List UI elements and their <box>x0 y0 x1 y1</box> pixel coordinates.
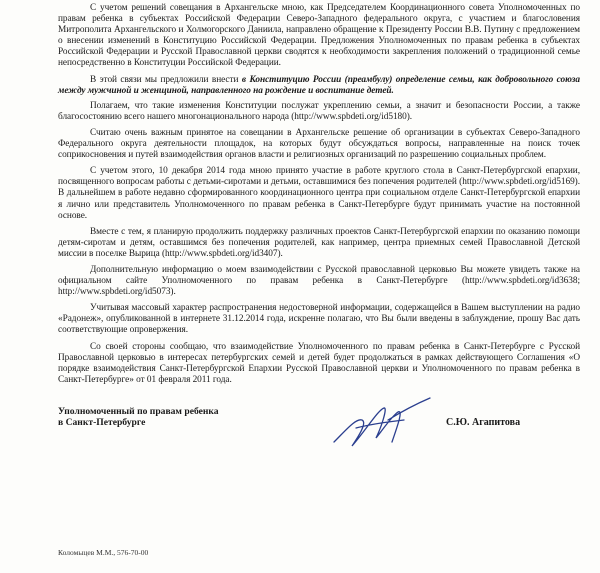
paragraph-1: С учетом решений совещания в Архангельске мною, как Председателем Координационного совета Уполномоченных по правам ребенка в субъектах Российской Федерации Северо-Западного федерального округа, с участием и благословения Митрополита Архангельского и Холмогорского Даниила, направлено обращение к Президенту России В.В. Путину с предложением о внесении изменений в Конституцию Российской Федерации. Предложения Уполномоченных по правам ребенка в субъектах Российской Федерации и Русской Православной церкви сводятся к необходимости закрепления положений о традиционной семье непосредственно в Конституции Российской Федерации. <box>58 3 580 69</box>
paragraph-7: Учитывая массовый характер распространения недостоверной информации, содержащейся в Вашем выступлении на радио «Радонеж», опубликованной в интернете 31.12.2014 года, искренне полагаю, что Вы были введены в заблуждение, прошу Вас дать соответствующие опровержения. <box>58 303 580 336</box>
paragraph-emphasis <box>58 75 580 97</box>
paragraph-4: С учетом этого, 10 декабря 2014 года мною принято участие в работе круглого стола в Санкт-Петербургской епархии, посвященного вопросам работы с детьми-сиротами и детьми, оставшимися без попечения родителей (http://www.spbdeti.org/id5169). В дальнейшем в работе недавно сформированного координационного центра при социальном отделе Санкт-Петербургской епархии я лично или представитель Уполномоченного по правам ребенка в Санкт-Петербурге будут принимать участие на постоянной основе. <box>58 166 580 221</box>
paragraph-5: Вместе с тем, я планирую продолжить поддержку различных проектов Санкт-Петербургской епархии по оказанию помощи детям-сиротам и детям, оставшимся без попечения родителей, как например, центра приемных семей Православной Детской миссии в поселке Вырица (http://www.spbdeti.org/id3407). <box>58 226 580 259</box>
signer-name: С.Ю. Агапитова <box>446 416 521 428</box>
emphasis-lead: В этой связи мы предложили внести <box>90 74 242 85</box>
paragraph-2: Полагаем, что такие изменения Конституции послужат укреплению семьи, а значит и безопасности России, а также благосостоянию всего нашего многонационального народа (http://www.spbdeti.org/id5180). <box>58 100 580 122</box>
paragraph-3: Считаю очень важным принятое на совещании в Архангельске решение об организации в субъектах Северо-Западного Федерального округа деятельности площадок, на которых будут обсуждаться вопросы, направленные на поиск точек соприкосновения и путей взаимодействия органов власти и религиозных организаций по разрешению социальных проблем. <box>58 127 580 161</box>
paragraph-8: Со своей стороны сообщаю, что взаимодействие Уполномоченного по правам ребенка в Санкт-Петербурге с Русской Православной церковью в интересах петербургских семей и детей будет продолжаться в рамках действующего Соглашения «О порядке взаимодействия Санкт-Петербургской Епархии Русской Православной церкви и Уполномоченного по правам ребенка в Санкт-Петербурге» от 01 февраля 2011 года. <box>58 341 580 385</box>
executor-contact: Коломыцев М.М., 576-70-00 <box>58 548 149 557</box>
signature-block <box>58 400 580 460</box>
handwritten-signature <box>326 390 436 460</box>
signer-title: Уполномоченный по правам ребенка в Санкт-Петербурге <box>58 405 219 429</box>
emphasis-bold-italic: в Конституцию России (преамбулу) определение семьи, как добровольного союза между мужчиной и женщиной, направленного на рождение и воспитание детей. <box>58 74 580 96</box>
paragraph-6: Дополнительную информацию о моем взаимодействии с Русской православной церковью Вы можете увидеть также на официальном сайте Уполномоченного по правам ребенка в Санкт-Петербурге (http://www.spbdeti.org/id3638; http://www.spbdeti.org/id5073). <box>58 264 580 298</box>
